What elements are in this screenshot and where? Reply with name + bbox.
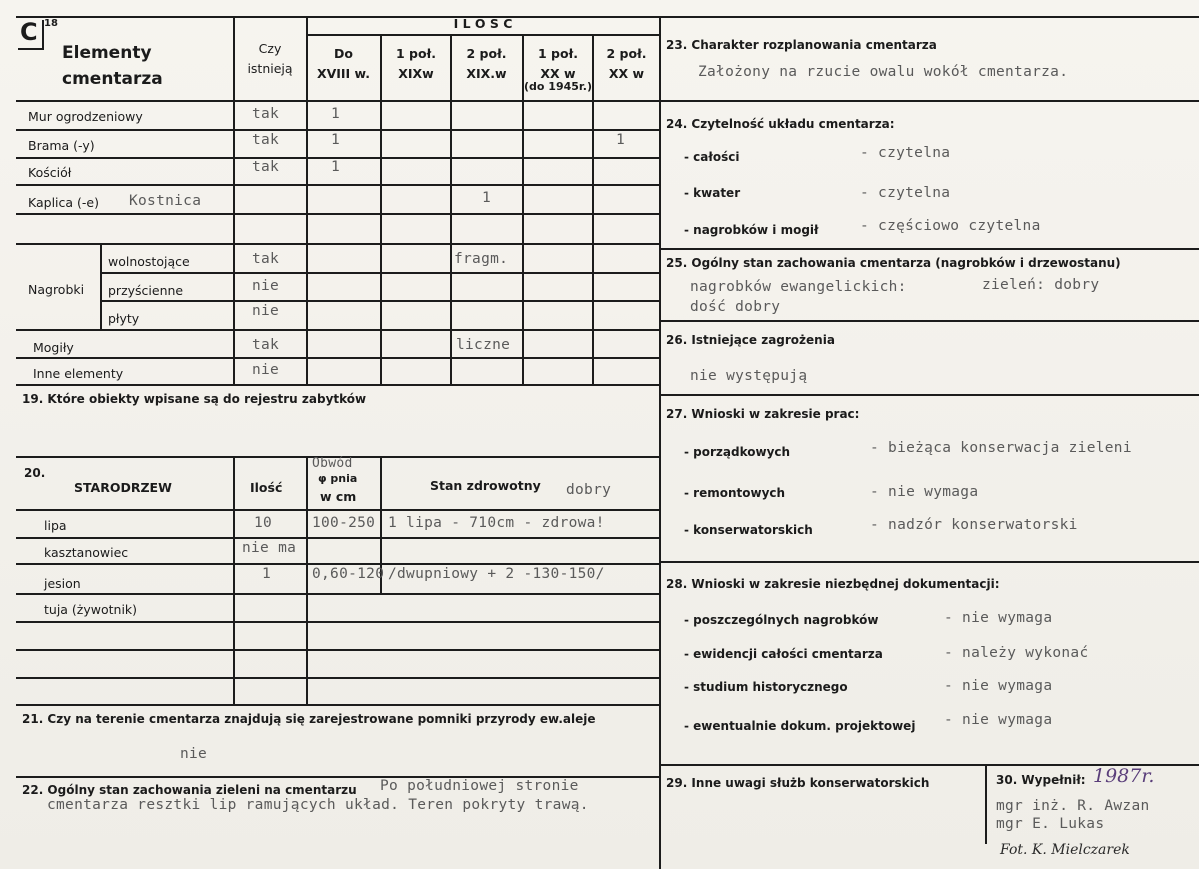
tree-jesion-count: 1: [262, 566, 272, 582]
s25-l1b: zieleń: dobry: [982, 277, 1100, 293]
s20-col-girth-typed: Obwód: [312, 456, 353, 471]
s28-item2-label: - ewidencji całości cmentarza: [684, 647, 883, 661]
nagrobki-plyty: płyty: [108, 311, 140, 326]
row-line: [16, 243, 660, 245]
nagrobki-przysc: przyścienne: [108, 283, 184, 298]
row-exists-mur: tak: [252, 106, 280, 122]
photo-credit: Fot. K. Mielczarek: [1000, 842, 1130, 858]
s24-item2-value: - czytelna: [860, 185, 951, 201]
s20-col-health-typed: dobry: [566, 482, 612, 498]
tree-jesion-health: /dwupniowy + 2 -130-150/: [388, 566, 605, 582]
row-line: [16, 129, 660, 131]
tree-tuja: tuja (żywotnik): [44, 602, 138, 617]
period-5-l1: 2 poł.: [606, 46, 647, 61]
s30-person1: mgr inż. R. Awzan: [996, 798, 1150, 814]
row-c1-mur: 1: [331, 106, 341, 122]
card-letter: C: [20, 18, 38, 46]
title-line2: cmentarza: [62, 69, 163, 89]
period-5-l2: XX w: [608, 66, 645, 81]
s27-item2-value: - nie wymaga: [870, 484, 979, 500]
row-line: [16, 704, 660, 706]
col-line: [985, 764, 987, 844]
row-line: [16, 384, 660, 386]
row-line: [16, 593, 660, 595]
row-label-kosciol: Kościół: [28, 165, 72, 180]
nagrobki-col-line: [100, 243, 102, 329]
row-label-brama: Brama (-y): [28, 138, 95, 153]
row-line: [16, 621, 660, 623]
mogily-c3: liczne: [456, 337, 511, 353]
s21-answer: nie: [180, 746, 208, 762]
s24-item1-label: - całości: [684, 150, 740, 164]
row-line: [16, 563, 660, 565]
period-1-l1: Do: [334, 46, 353, 61]
tree-lipa-count: 10: [254, 515, 273, 531]
period-1-l2: XVIII w.: [316, 66, 371, 81]
inne-label: Inne elementy: [33, 366, 124, 381]
row-line: [660, 320, 1199, 322]
col-line: [306, 456, 308, 704]
s28-item4-value: - nie wymaga: [944, 712, 1053, 728]
period-2-l2: XIXw: [398, 66, 434, 81]
ilosc-underline: [306, 34, 660, 36]
s20-num: 20.: [24, 466, 46, 480]
row-line: [16, 649, 660, 651]
center-divider: [659, 16, 661, 869]
row-line: [660, 16, 1199, 18]
row-c1-kosciol: 1: [331, 159, 341, 175]
s22-label: 22. Ogólny stan zachowania zieleni na cmentarzu: [22, 783, 357, 797]
row-line: [16, 509, 660, 511]
s20-col-girth-l2: w cm: [320, 489, 357, 504]
col-line: [450, 34, 452, 384]
nagrobki-plyty-exists: nie: [252, 303, 280, 319]
period-4-l1: 1 poł.: [538, 46, 578, 61]
s26-answer: nie występują: [690, 368, 808, 384]
s19-label: 19. Które obiekty wpisane są do rejestru zabytków: [22, 392, 367, 406]
tree-lipa-health: 1 lipa - 710cm - zdrowa!: [388, 515, 605, 531]
s27-item2-label: - remontowych: [684, 486, 786, 500]
s27-label: 27. Wnioski w zakresie prac:: [666, 407, 860, 421]
period-3-l1: 2 poł.: [466, 46, 507, 61]
s30-date: 1987r.: [1093, 765, 1155, 787]
period-2-l1: 1 poł.: [396, 46, 436, 61]
row-label-kaplica-typed: Kostnica: [129, 193, 202, 209]
s25-l1a: nagrobków ewangelickich:: [690, 279, 907, 295]
s27-item1-label: - porządkowych: [684, 445, 791, 459]
row-line: [16, 100, 660, 102]
row-line: [16, 184, 660, 186]
s24-item2-label: - kwater: [684, 186, 741, 200]
row-label-kaplica: Kaplica (-e): [28, 195, 99, 210]
tree-kasztanowiec-count: nie ma: [242, 540, 297, 556]
row-exists-brama: tak: [252, 132, 280, 148]
s25-l2: dość dobry: [690, 299, 781, 315]
s24-item3-label: - nagrobków i mogił: [684, 223, 819, 237]
s20-col-girth-l1: φ pnia: [318, 472, 358, 485]
ilosc-header: I L O Ś C: [453, 16, 513, 31]
row-line: [16, 329, 660, 331]
row-line: [660, 394, 1199, 396]
s20-col-name: STARODRZEW: [74, 480, 172, 495]
s27-item3-label: - konserwatorskich: [684, 523, 813, 537]
s29-label: 29. Inne uwagi służb konserwatorskich: [666, 776, 930, 790]
row-exists-kosciol: tak: [252, 159, 280, 175]
row-c1-brama: 1: [331, 132, 341, 148]
period-3-l2: XIX.w: [466, 66, 507, 81]
col-exists-l2: istnieją: [247, 61, 293, 76]
nagrobki-wolno-c3: fragm.: [454, 251, 509, 267]
s30-label: 30. Wypełnił:: [996, 773, 1086, 787]
s21-label: 21. Czy na terenie cmentarza znajdują się zarejestrowane pomniki przyrody ew.aleje: [22, 712, 596, 726]
col-line: [233, 456, 235, 704]
title-line1: Elementy: [62, 43, 152, 63]
period-4-l2: XX w: [540, 66, 576, 81]
s24-label: 24. Czytelność układu cmentarza:: [666, 117, 895, 131]
row-line: [16, 537, 660, 539]
s30-person2: mgr E. Lukas: [996, 816, 1105, 832]
s20-col-count: Ilość: [250, 480, 283, 495]
s28-item2-value: - należy wykonać: [944, 645, 1089, 661]
row-line: [16, 357, 660, 359]
row-line: [660, 248, 1199, 250]
row-line: [660, 100, 1199, 102]
s25-label: 25. Ogólny stan zachowania cmentarza (nagrobków i drzewostanu): [666, 256, 1121, 270]
row-line: [660, 561, 1199, 563]
s28-label: 28. Wnioski w zakresie niezbędnej dokumentacji:: [666, 577, 1000, 591]
s26-label: 26. Istniejące zagrożenia: [666, 333, 835, 347]
s28-item1-label: - poszczególnych nagrobków: [684, 613, 879, 627]
nagrobki-przysc-exists: nie: [252, 278, 280, 294]
tree-lipa-girth: 100-250: [312, 515, 376, 531]
s22-answer-l1: Po południowej stronie: [380, 778, 579, 794]
nagrobki-wolno: wolnostojące: [108, 254, 190, 269]
mogily-exists: tak: [252, 337, 280, 353]
s24-item3-value: - częściowo czytelna: [860, 218, 1041, 234]
s27-item1-value: - bieżąca konserwacja zieleni: [870, 440, 1132, 456]
nagrobki-wolno-exists: tak: [252, 251, 280, 267]
col-line: [380, 34, 382, 384]
s23-label: 23. Charakter rozplanowania cmentarza: [666, 38, 937, 52]
period-4-l3: (do 1945r.): [524, 80, 592, 93]
row-line: [16, 677, 660, 679]
row-c5-brama: 1: [616, 132, 626, 148]
row-line: [16, 213, 660, 215]
s23-answer: Założony na rzucie owalu wokół cmentarza.: [698, 64, 1069, 80]
row-c3-kaplica: 1: [482, 190, 492, 206]
inne-exists: nie: [252, 362, 280, 378]
s20-col-health: Stan zdrowotny: [430, 478, 541, 493]
tree-lipa: lipa: [44, 518, 67, 533]
card-number: 18: [44, 18, 58, 29]
mogily-label: Mogiły: [33, 340, 74, 355]
tree-jesion: jesion: [44, 576, 81, 591]
s28-item1-value: - nie wymaga: [944, 610, 1053, 626]
s28-item3-value: - nie wymaga: [944, 678, 1053, 694]
s28-item3-label: - studium historycznego: [684, 680, 848, 694]
row-label-mur: Mur ogrodzeniowy: [28, 109, 143, 124]
s22-answer-l2: cmentarza resztki lip ramujących układ. Teren pokryty trawą.: [47, 797, 589, 813]
col-exists-l1: Czy: [258, 41, 282, 56]
s24-item1-value: - czytelna: [860, 145, 951, 161]
s27-item3-value: - nadzór konserwatorski: [870, 517, 1078, 533]
nagrobki-label: Nagrobki: [28, 282, 85, 297]
tree-jesion-girth: 0,60-120: [312, 566, 385, 582]
tree-kasztanowiec: kasztanowiec: [44, 545, 129, 560]
s28-item4-label: - ewentualnie dokum. projektowej: [684, 719, 916, 733]
